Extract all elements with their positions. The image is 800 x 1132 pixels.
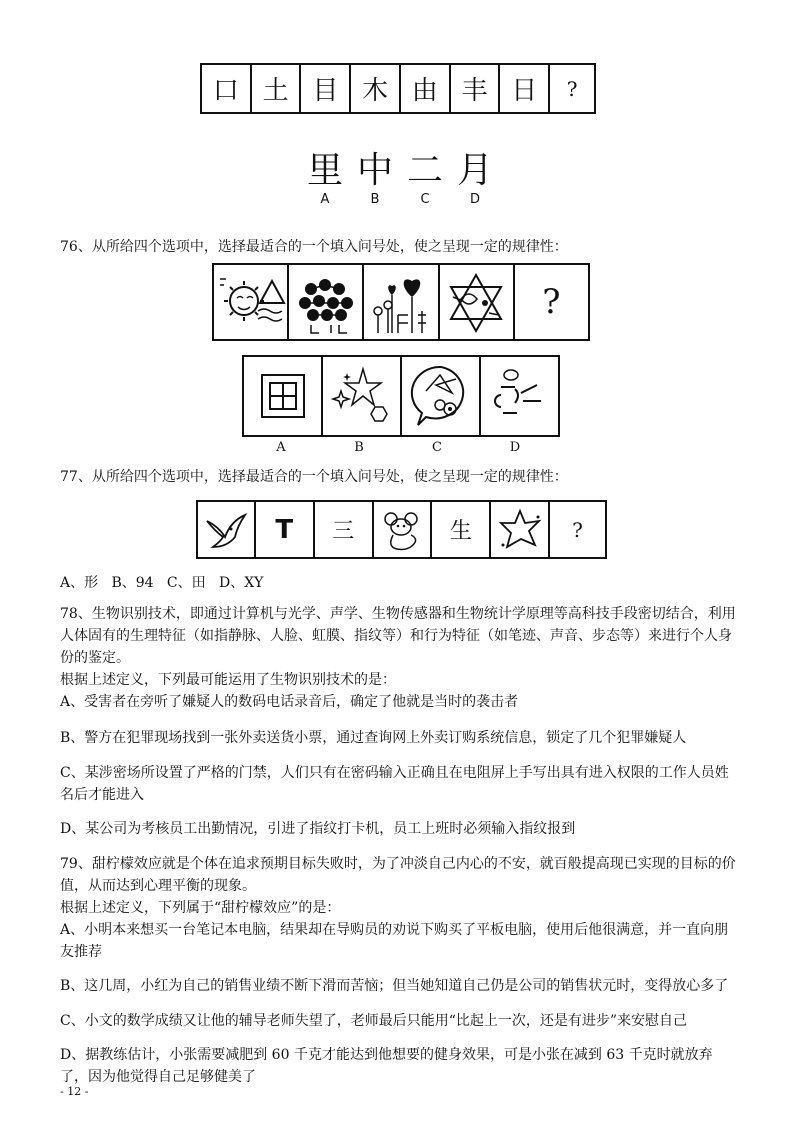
q75-cell: ? [566,76,578,101]
star-of-david-figure [441,267,511,337]
q79-option-a: A、小明本来想买一台笔记本电脑，结果却在导购员的劝说下购买了平板电脑，使用后他很满意，并一直向朋友推荐 [60,922,729,960]
q79-option-d: D、据教练估计，小张需要减肥到 60 千克才能达到他想要的健身效果，可是小张在减到 63 千克时就放弃了，因为他觉得自己足够健美了 [60,1047,713,1085]
q77-figure: T [256,502,315,557]
option-letter: D [469,192,480,207]
option-letter: A [320,192,330,207]
speech-bubble-figure [406,361,476,431]
koala-figure [377,507,427,553]
option-letter: C [432,440,442,455]
q75-option: 中 [356,150,393,191]
q79-stem: 79、甜柠檬效应就是个体在追求预期目标失败时，为了冲淡自己内心的不安，就百般提高现已实现的目标的价值，从而达到心理平衡的现象。 [60,856,736,894]
q77-figure [374,502,433,557]
q77-sequence [196,500,607,559]
q77-figure: 生 [432,502,491,557]
q76-option-figure [481,357,558,435]
q75-cell: 目 [301,65,351,112]
q79-option-c: C、小文的数学成绩又让他的辅导老师失望了，老师最后只能用“比起上一次，还是有进步”来安慰自己 [60,1013,688,1029]
option-letter: A [276,440,286,455]
q75-cell: 口 [202,65,252,112]
q76-figure [289,265,364,339]
q78-prompt: 根据上述定义，下列最可能运用了生物识别技术的是： [60,672,396,688]
q78-option-c: C、某涉密场所设置了严格的门禁，人们只有在密码输入正确且在电阻屏上手写出具有进入权限的工作人员姓名后才能进入 [60,765,729,803]
option-letter: D [509,440,521,455]
q77-figure [491,502,550,557]
q78-option-b: B、警方在犯罪现场找到一张外卖送货小票，通过查询网上外卖订购系统信息，锁定了几个犯罪嫌疑人 [60,730,687,746]
q78-stem: 78、生物识别技术，即通过计算机与光学、声学、生物传感器和生物统计学原理等高科技手段密切结合，利用人体固有的生理特征（如指静脉、人脸、虹膜、指纹等）和行为特征（如笔迹、声音、步态等）来进行个人身份的鉴定。 [60,606,736,666]
q75-options [300,142,500,193]
page-number: - 12 - [60,1085,89,1098]
q77-choices: A、形 B、94 C、田 D、XY [60,575,264,591]
q77-figure: 三 [315,502,374,557]
star-figure [495,507,545,553]
q76-option-figure [402,357,481,435]
q77-figure [198,502,256,557]
q78-option-d: D、某公司为考核员工出勤情况，引进了指纹打卡机，员工上班时必须输入指纹报到 [60,821,576,837]
q76-options [242,355,560,437]
lines-circles-figure [485,361,555,431]
q76-stem: 76、从所给四个选项中，选择最适合的一个填入问号处，使之呈现一定的规律性： [60,239,568,255]
q76-figure [440,265,515,339]
option-letter: B [370,192,380,207]
q76-figure [214,265,289,339]
q76-option-figure [323,357,402,435]
option-letter: B [354,440,364,455]
q75-option: 里 [306,150,343,191]
q75-cell: 由 [401,65,451,112]
bird-figure [201,507,251,553]
q77-figure: ? [572,517,583,542]
q76-figure: ? [542,282,561,322]
q76-figure [364,265,439,339]
q75-cell: 土 [252,65,302,112]
q75-option-letters [300,192,500,207]
q75-option: 二 [406,150,443,191]
q75-cell: 木 [351,65,401,112]
stars-hexagon-figure [327,361,397,431]
q76-sequence [212,263,590,341]
sun-mountain-figure [216,267,286,337]
boxed-tian-figure [248,361,318,431]
q75-sequence [200,63,596,114]
q79-prompt: 根据上述定义，下列属于“甜柠檬效应”的是： [60,900,341,916]
q77-stem: 77、从所给四个选项中，选择最适合的一个填入问号处，使之呈现一定的规律性： [60,469,568,485]
q75-cell: 丰 [451,65,501,112]
q78-option-a: A、受害者在旁听了嫌疑人的数码电话录音后，确定了他就是当时的袭击者 [60,694,519,710]
dots-figure [291,267,361,337]
q75-cell: 日 [500,65,550,112]
q76-option-figure [244,357,323,435]
q76-option-letters [242,440,554,455]
q75-option: 月 [456,150,493,191]
q79-option-b: B、这几周，小红为自己的销售业绩不断下滑而苦恼；但当她知道自己仍是公司的销售状元时，变得放心多了 [60,978,729,994]
hearts-figure [366,267,436,337]
option-letter: C [420,192,430,207]
